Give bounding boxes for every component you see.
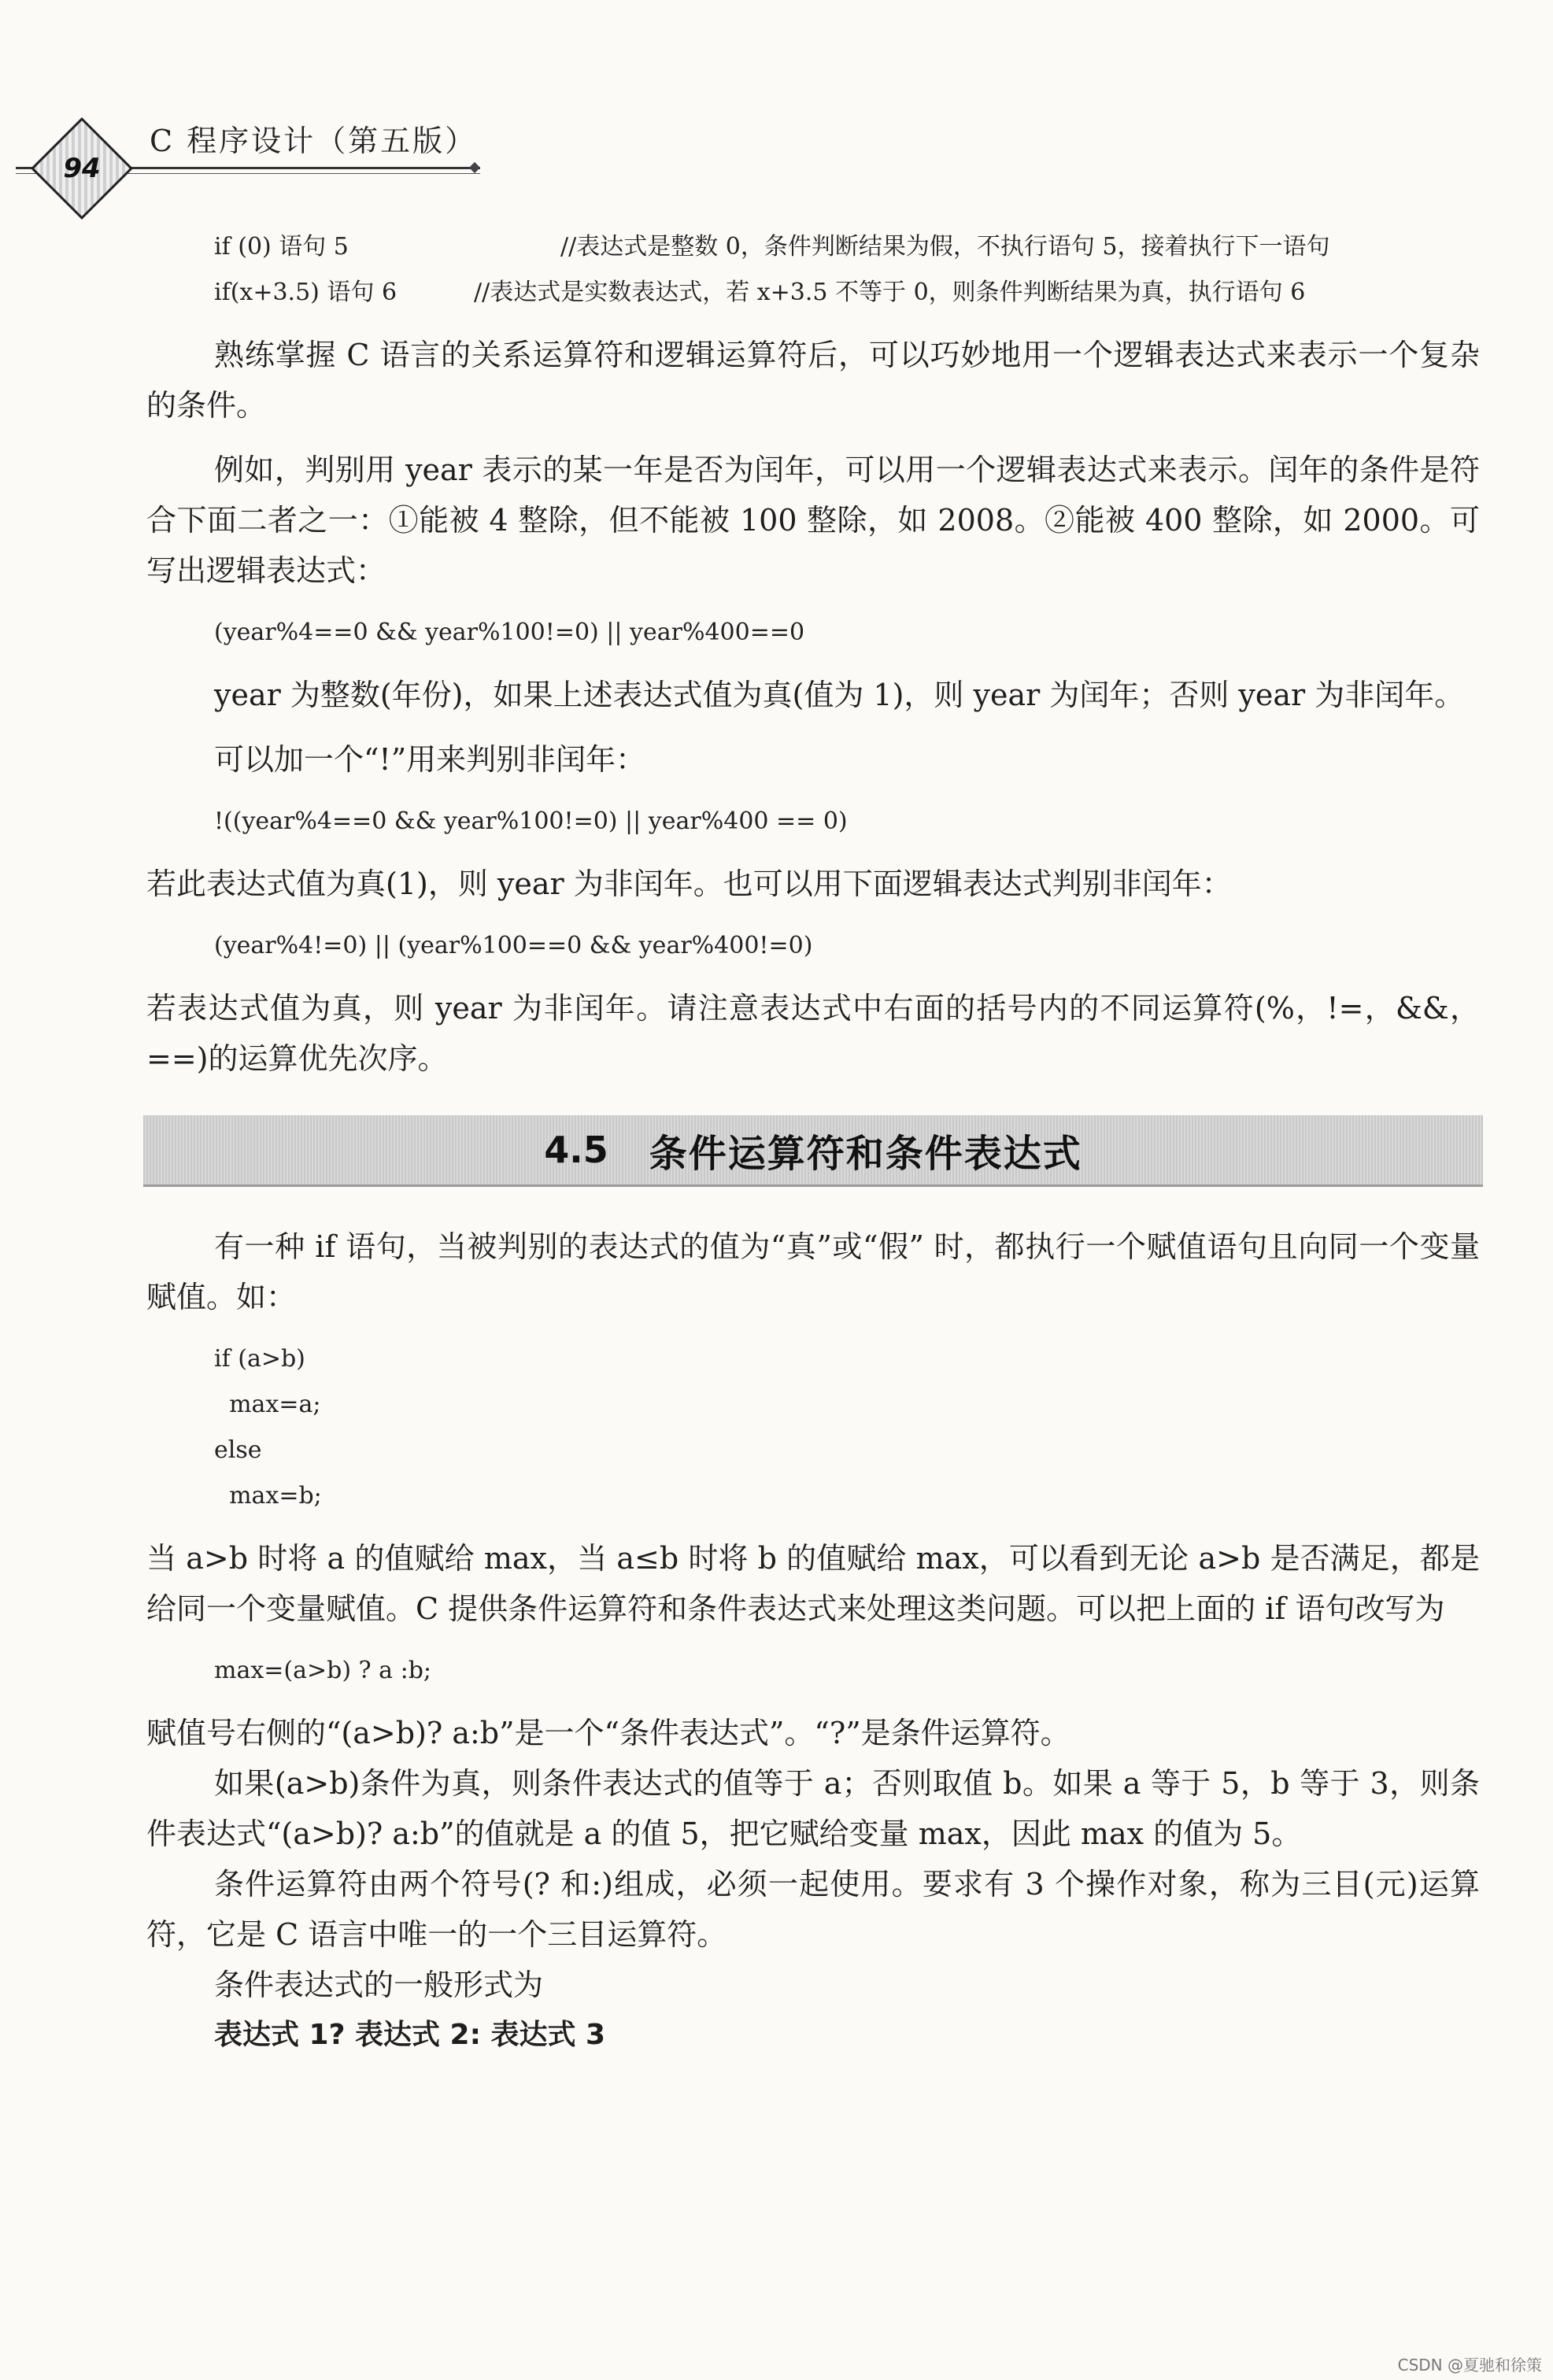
code-comment: //表达式是实数表达式，若 x+3.5 不等于 0，则条件判断结果为真，执行语句 6: [474, 279, 1306, 306]
code-text: if(x+3.5) 语句 6: [214, 279, 397, 306]
code-line: if (a>b): [214, 1345, 305, 1373]
paragraph: 例如，判别用 year 表示的某一年是否为闰年，可以用一个逻辑表达式来表示。闰年的条件是符合下面二者之一：①能被 4 整除，但不能被 100 整除，如 2008。②能被 400 整除，如 2000。可写出逻辑表达式：: [146, 453, 1480, 588]
paragraph: 若此表达式值为真(1)，则 year 为非闰年。也可以用下面逻辑表达式判别非闰年：: [146, 867, 1232, 901]
code-block: !((year%4==0 && year%100!=0) || year%400 == 0): [214, 808, 848, 835]
paragraph: 可以加一个“!”用来判别非闰年：: [214, 742, 646, 777]
code-text: if (0) 语句 5: [214, 233, 349, 261]
paragraph: 条件运算符由两个符号(? 和:)组成，必须一起使用。要求有 3 个操作对象，称为三目(元)运算符，它是 C 语言中唯一的一个三目运算符。: [146, 1867, 1480, 1952]
paragraph: 熟练掌握 C 语言的关系运算符和逻辑运算符后，可以巧妙地用一个逻辑表达式来表示一个复杂的条件。: [146, 338, 1480, 423]
watermark: CSDN @夏驰和徐策: [1397, 2356, 1542, 2374]
page-number: 94: [63, 153, 101, 184]
code-block: max=(a>b) ? a :b;: [214, 1657, 432, 1684]
general-form: 表达式 1? 表达式 2: 表达式 3: [214, 2019, 606, 2051]
code-line: else: [214, 1436, 262, 1464]
paragraph: 当 a>b 时将 a 的值赋给 max，当 a≤b 时将 b 的值赋给 max，可以看到无论 a>b 是否满足，都是给同一个变量赋值。C 提供条件运算符和条件表达式来处理这类问题。可以把上面的 if 语句改写为: [146, 1541, 1480, 1626]
section-title: 条件运算符和条件表达式: [649, 1131, 1082, 1176]
page-body: [146, 224, 1480, 2060]
code-block: (year%4!=0) || (year%100==0 && year%400!=0): [214, 932, 813, 959]
section-heading: [143, 1115, 1483, 1187]
page-number-badge: [31, 117, 133, 220]
code-line: max=a;: [214, 1391, 321, 1418]
paragraph: 赋值号右侧的“(a>b)? a:b”是一个“条件表达式”。“?”是条件运算符。: [146, 1716, 1070, 1750]
paragraph: 若表达式值为真，则 year 为非闰年。请注意表达式中右面的括号内的不同运算符(%，!=，&&，==)的运算优先次序。: [146, 991, 1480, 1076]
code-block: (year%4==0 && year%100!=0) || year%400==0: [214, 619, 805, 646]
paragraph: 如果(a>b)条件为真，则条件表达式的值等于 a；否则取值 b。如果 a 等于 5，b 等于 3，则条件表达式“(a>b)? a:b”的值就是 a 的值 5，把它赋给变量 max，因此 max 的值为 5。: [146, 1766, 1480, 1851]
code-comment: //表达式是整数 0，条件判断结果为假，不执行语句 5，接着执行下一语句: [560, 233, 1330, 261]
book-title: C 程序设计（第五版）: [150, 124, 478, 158]
page-header: [0, 94, 1553, 197]
code-line: [146, 270, 1480, 316]
code-line: max=b;: [214, 1482, 322, 1510]
section-number: 4.5: [544, 1129, 608, 1171]
code-line: [146, 224, 1480, 270]
paragraph: 有一种 if 语句，当被判别的表达式的值为“真”或“假” 时，都执行一个赋值语句且向同一个变量赋值。如：: [146, 1229, 1480, 1314]
paragraph: year 为整数(年份)，如果上述表达式值为真(值为 1)，则 year 为闰年；否则 year 为非闰年。: [214, 678, 1465, 712]
header-rule-end-diamond: [469, 162, 480, 173]
paragraph: 条件表达式的一般形式为: [214, 1968, 544, 2002]
